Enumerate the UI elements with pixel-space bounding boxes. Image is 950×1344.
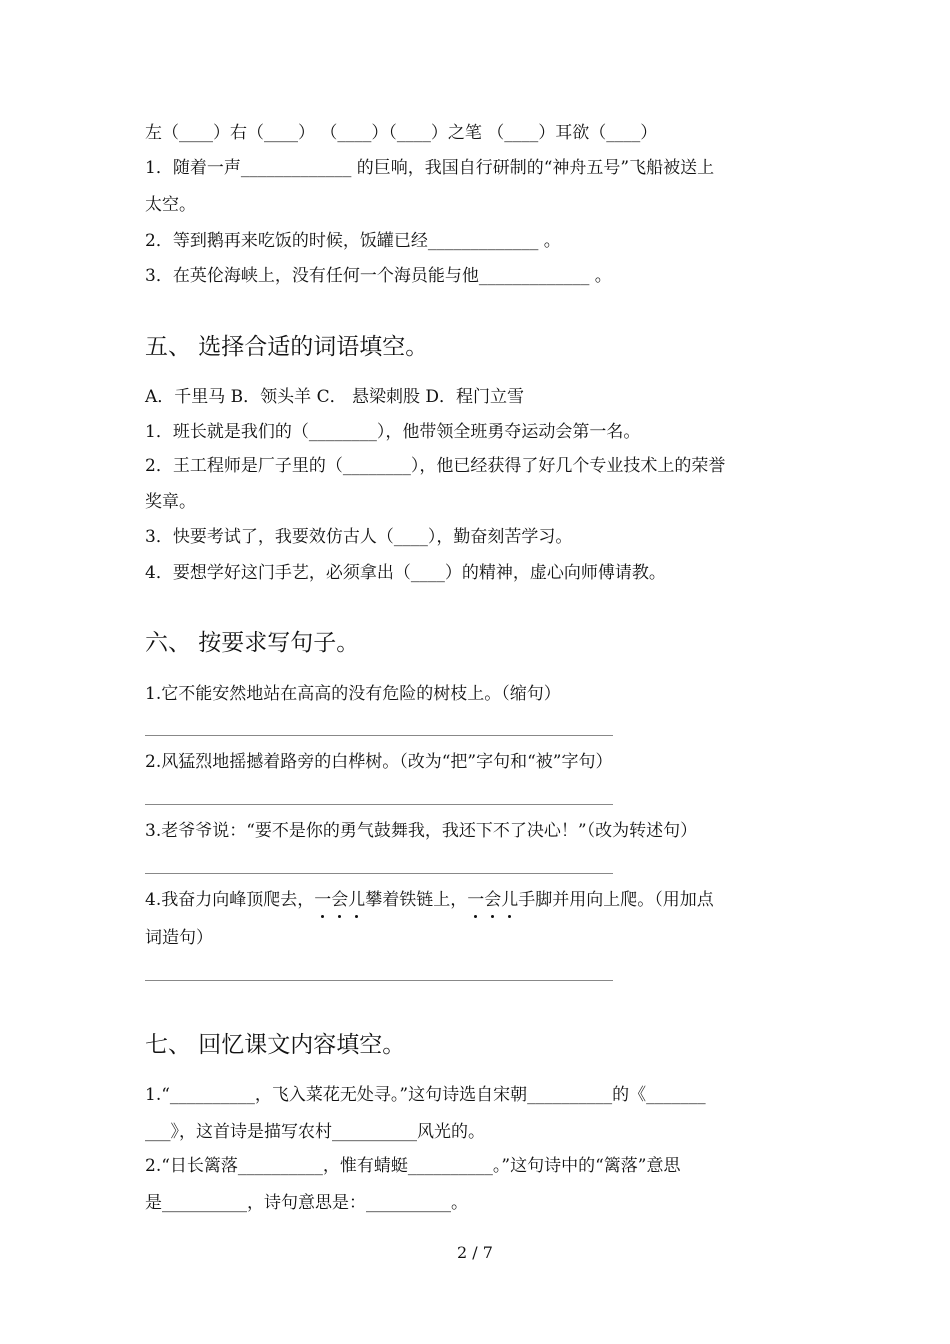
answer-line: [145, 735, 613, 736]
dotted-char: 会: [331, 890, 349, 910]
item4-part: 4.我奋力向峰顶爬去，: [145, 890, 315, 910]
item4-part: 手脚并用向上爬。（用加点: [518, 890, 714, 910]
section6-item-4-cont: 词造句）: [145, 928, 213, 948]
section4-item: 3．在英伦海峡上，没有任何一个海员能与他_____________ 。: [145, 266, 612, 286]
dotted-char: 一: [467, 890, 485, 910]
dotted-char: 儿: [348, 890, 366, 910]
intro-fill-line: 左（____）右（____） （____）（____）之笔 （____）耳欲（____）: [145, 123, 658, 143]
answer-line: [145, 804, 613, 805]
section7-heading: 七、 回忆课文内容填空。: [145, 1032, 406, 1058]
section7-item: 1.“__________，飞入菜花无处寻。”这句诗选自宋朝__________的《_______: [145, 1085, 706, 1105]
section5-item: 2．王工程师是厂子里的（________），他已经获得了好几个专业技术上的荣誉: [145, 456, 726, 476]
section6-item: 2.风猛烈地摇撼着路旁的白桦树。（改为“把”字句和“被”字句）: [145, 752, 613, 772]
section5-item: 1．班长就是我们的（________），他带领全班勇夺运动会第一名。: [145, 422, 641, 442]
dotted-char: 会: [484, 890, 502, 910]
section5-item: 奖章。: [145, 492, 196, 512]
section7-item: 2.“日长篱落__________，惟有蜻蜓__________。”这句诗中的“篱落”意思: [145, 1156, 681, 1176]
item4-part: 攀着铁链上，: [365, 890, 468, 910]
section4-item: 2．等到鹅再来吃饭的时候，饭罐已经_____________ 。: [145, 231, 561, 251]
dotted-word: [467, 890, 518, 910]
answer-line: [145, 873, 613, 874]
page-number: 2 / 7: [457, 1243, 493, 1262]
section7-item: 是__________，诗句意思是：__________。: [145, 1193, 468, 1213]
answer-line: [145, 980, 613, 981]
dotted-char: 儿: [501, 890, 519, 910]
section5-item: 4．要想学好这门手艺，必须拿出（____）的精神，虚心向师傅请教。: [145, 563, 666, 583]
section5-options: A．千里马 B．领头羊 C． 悬梁刺股 D．程门立雪: [145, 387, 525, 407]
section6-heading: 六、 按要求写句子。: [145, 630, 360, 656]
section4-item: 1．随着一声_____________ 的巨响，我国自行研制的“神舟五号”飞船被送上: [145, 158, 715, 178]
section6-item: 3.老爷爷说：“要不是你的勇气鼓舞我，我还下不了决心！”（改为转述句）: [145, 821, 698, 841]
dotted-char: 一: [314, 890, 332, 910]
section6-item-4: [145, 888, 810, 912]
section7-item: ___》，这首诗是描写农村__________风光的。: [145, 1122, 485, 1142]
section5-item: 3．快要考试了，我要效仿古人（____），勤奋刻苦学习。: [145, 527, 573, 547]
section4-item: 太空。: [145, 195, 196, 215]
section5-heading: 五、 选择合适的词语填空。: [145, 334, 429, 360]
dotted-word: [314, 890, 365, 910]
section6-item: 1.它不能安然地站在高高的没有危险的树枝上。（缩句）: [145, 684, 561, 704]
